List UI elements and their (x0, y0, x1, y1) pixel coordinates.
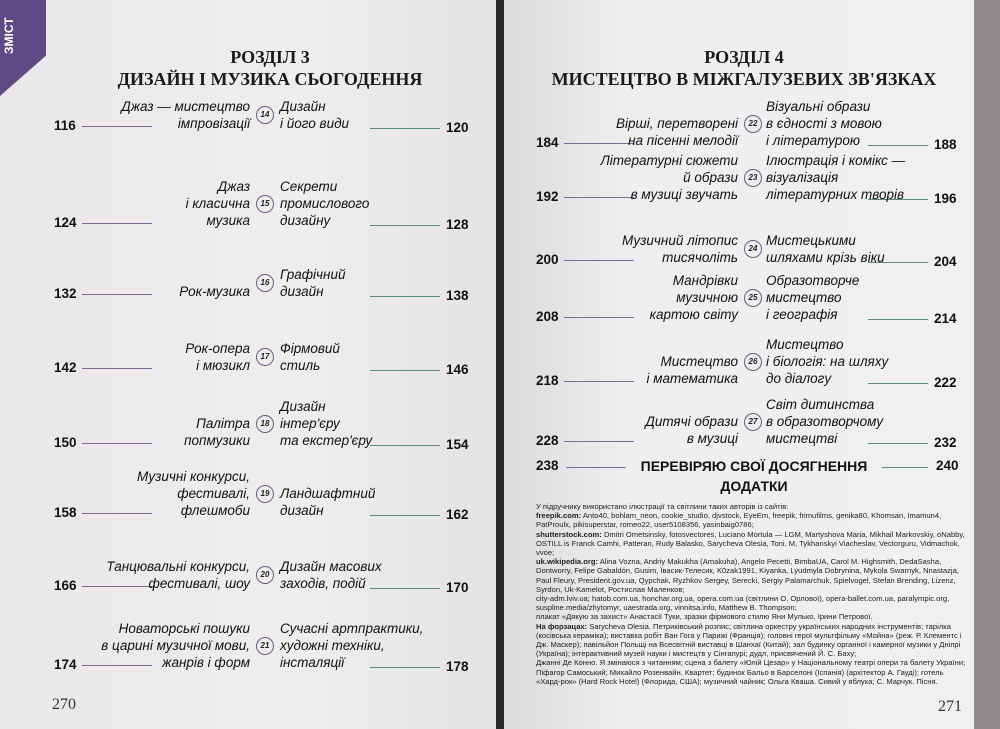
credit-source: На форзацах: (536, 621, 588, 631)
toc-entry-left-title: Літературні сюжети й образи в музиці звучать (600, 153, 738, 202)
lesson-number-icon: 21 (256, 637, 274, 655)
toc-entry-left-title: Джаз і класична музика (185, 179, 250, 228)
credit-line-2: uk.wikipedia.org: Alina Vozna, Andriy Makukha (Amakuha), Angelo Pecetti, BimbaUA, Carol M. Highsmith, DedaSasha, Dontworry, Felipe Gabaldón, Gusim, Ївасик-Телесик, K0zak1991, Kiyanka, Lyudmyla Dobrynina, Mykola Swarnyk, Nnastazja, Paul Fleury, President.gov.ua, Qypchak, Ryzhkov Sergey, Serecki, Sergiy Palamarchuk, Spielvogel, Stefan Brending, Lizenz, Syrdon, Uk-Kamelot, Ростислав Маленков; (536, 557, 959, 594)
toc-entry-right-page: 154 (446, 437, 469, 452)
self-check-line-right (882, 467, 928, 468)
toc-entry-left-page: 166 (54, 578, 77, 593)
toc-entry-left-page: 218 (536, 373, 559, 388)
toc-entry-right-title: Образотворче мистецтво і географія (766, 273, 860, 322)
toc-entry-left-title: Вірші, перетворені на пісенні мелодії (616, 116, 738, 148)
self-check-title: ПЕРЕВІРЯЮ СВОЇ ДОСЯГНЕННЯ (640, 458, 868, 474)
book-spine (496, 0, 504, 729)
toc-entry-left-page: 200 (536, 252, 559, 267)
toc-entry-right-title: Візуальні образи в єдності з мовою і літературою (766, 99, 882, 148)
toc-entry-left-page: 132 (54, 286, 77, 301)
toc-entry-18[interactable] (0, 398, 496, 452)
lesson-number-icon: 17 (256, 348, 274, 366)
self-check-start-page: 238 (536, 458, 559, 473)
toc-entry-left-page: 142 (54, 360, 77, 375)
toc-entry-left-page: 228 (536, 433, 559, 448)
toc-entry-right-page: 232 (934, 435, 957, 450)
toc-entry-left-title: Музичний літопис тисячоліть (621, 233, 738, 265)
lesson-number-icon: 19 (256, 485, 274, 503)
toc-entry-right-title: Секрети промислового дизайну (280, 179, 370, 228)
section-3-title: ДИЗАЙН І МУЗИКА СЬОГОДЕННЯ (117, 69, 423, 89)
contents-tab-label: ЗМІСТ (2, 17, 16, 55)
left-page-number: 270 (52, 696, 76, 713)
credit-source: shutterstock.com: (536, 529, 602, 539)
toc-entry-left-title: Новаторські пошуки в царині музичної мови, жанрів і форм (101, 621, 250, 670)
toc-entry-right-page: 120 (446, 120, 469, 135)
toc-entry-right-page: 128 (446, 217, 469, 232)
toc-entry-right-title: Сучасні артпрактики, художні техніки, інсталяції (280, 621, 424, 670)
credit-source: uk.wikipedia.org: (536, 557, 599, 567)
toc-entry-left-title: Мандрівки музичною картою світу (649, 273, 738, 322)
toc-entry-left-page: 184 (536, 135, 559, 150)
toc-entry-left-page: 150 (54, 435, 77, 450)
lesson-number-icon: 25 (744, 289, 762, 307)
section-4-heading (534, 46, 954, 90)
toc-entry-22[interactable] (504, 98, 974, 152)
toc-entry-right-page: 138 (446, 288, 469, 303)
image-credits (536, 502, 966, 686)
toc-entry-15[interactable] (0, 178, 496, 232)
credit-line-4: плакат «Дякую за захист» Анастасії Туки, зразки фірмового стилю Яни Мулько, Ірини Петрової. (536, 612, 873, 622)
toc-entry-right-page: 204 (934, 254, 957, 269)
toc-entry-right-page: 178 (446, 659, 469, 674)
toc-entry-left-page: 192 (536, 189, 559, 204)
page-edge (974, 0, 1000, 729)
toc-entry-25[interactable] (504, 272, 974, 326)
toc-entry-right-page: 196 (934, 191, 957, 206)
toc-entry-right-page: 162 (446, 507, 469, 522)
toc-entry-21[interactable] (0, 620, 496, 674)
toc-entry-17[interactable] (0, 340, 496, 377)
toc-entry-left-title: Рок-музика (179, 284, 250, 299)
right-page-number: 271 (938, 698, 962, 715)
lesson-number-icon: 24 (744, 240, 762, 258)
toc-entry-right-title: Ілюстрація і комікс — візуалізація літературних творів (766, 153, 906, 202)
left-page (0, 0, 496, 729)
credit-line-5: На форзацах: Sarycheva Olesia. Петриківський розпис; світлина оркестру українських народних інструментів; тарілка (косівська кераміка); виставка робіт Ван Гога у Парижі (Франція); головні герої мультфільму «Мойна» (реж. Р. Клементс і Дж. Маскер); павільйон Польщі на Всесвітній виставці в Шанхаї (Китай); зал будинку органної і камерної музики у Дніпрі (Україна); інтерактивний музей науки і мистецтв у Сінгапурі; дудл, присвячений Й. С. Баху; (536, 621, 962, 659)
toc-entry-left-title: Мистецтво і математика (646, 354, 738, 386)
lesson-number-icon: 18 (256, 415, 274, 433)
toc-entry-right-title: Дизайн інтер'єру та екстер'єру (280, 399, 373, 448)
credit-line-0: freepik.com: Anto40, bohlam_neon, cookie_studio, djvstock, EyeEm, freepik, frimufilms, genika80, Khomsan, Imamun4, PatProulx, pikisuperstar, romeo22, user5108356, yasinbaig0786; (536, 511, 942, 530)
credit-source: freepik.com: (536, 511, 582, 521)
toc-entry-right-title: Дизайн масових заходів, подій (280, 559, 382, 591)
toc-entry-left-page: 116 (54, 118, 76, 133)
toc-entry-right-page: 170 (446, 580, 469, 595)
toc-entry-right-page: 222 (934, 375, 957, 390)
lesson-number-icon: 22 (744, 115, 762, 133)
section-3-label: РОЗДІЛ 3 (230, 47, 310, 67)
toc-entry-left-title: Музичні конкурси, фестивалі, флешмоби (136, 469, 250, 518)
toc-entry-26[interactable] (504, 336, 974, 390)
appendix-title[interactable]: ДОДАТКИ (720, 478, 788, 494)
credit-line-3: city-adm.lviv.ua; hatob.com.ua, honchar.org.ua, opera.com.ua (світлини О. Орлової), opera-ballet.com.ua, paralympic.org, suspline.media/zhytomyr, uaestrada.org, vinnitsa.info, Matthew B. Thompson; (536, 594, 950, 613)
toc-entry-left-title: Палітра попмузики (184, 416, 250, 448)
toc-entry-27[interactable] (504, 396, 974, 450)
toc-entry-right-title: Дизайн і його види (280, 99, 350, 131)
toc-entry-16[interactable] (0, 266, 496, 303)
credit-line-6: Джанні Де Коннo. Я змінаюся з читанням; сцена з балету «Юлій Цезар» у Національному театрі опери та балету України; Піфагор Самоський; Михайло Розенвайн. Квартет; будинок Бальо в Барселоні (Іспанія) (архітектор А. Гауді); готель «Хард-рок» (Hard Rock Hotel) (Флорида, США); музичний чайник; Ольга Кваша. Сивий у яблука; С. Марчук. Пісня. (536, 658, 966, 686)
toc-entry-23[interactable] (504, 152, 974, 206)
toc-entry-right-title: Мистецькими шляхами крізь віки (766, 233, 885, 265)
toc-entry-right-title: Світ дитинства в образотворчому мистецтві (766, 397, 884, 446)
toc-entry-19[interactable] (0, 468, 496, 522)
toc-entry-right-title: Мистецтво і біологія: на шляху до діалогу (766, 337, 889, 386)
toc-entry-right-page: 214 (934, 311, 957, 326)
section-4-label: РОЗДІЛ 4 (704, 47, 784, 67)
toc-entry-right-title: Графічний дизайн (280, 267, 346, 299)
lesson-number-icon: 20 (256, 566, 274, 584)
toc-entry-24[interactable] (504, 232, 974, 269)
section-4-title: МИСТЕЦТВО В МІЖГАЛУЗЕВИХ ЗВ'ЯЗКАХ (551, 69, 937, 89)
lesson-number-icon: 15 (256, 195, 274, 213)
toc-entry-14[interactable] (0, 98, 496, 135)
toc-entry-left-title: Дитячі образи в музиці (645, 414, 738, 446)
toc-entry-left-title: Рок-опера і мюзикл (185, 341, 250, 373)
right-page (504, 0, 974, 729)
toc-entry-left-page: 124 (54, 215, 77, 230)
lesson-number-icon: 14 (256, 106, 274, 124)
section-3-heading (60, 46, 480, 90)
toc-entry-right-title: Фірмовий стиль (280, 341, 340, 373)
lesson-number-icon: 23 (744, 169, 762, 187)
toc-entry-left-page: 158 (54, 505, 77, 520)
toc-entry-right-page: 146 (446, 362, 469, 377)
toc-entry-left-title: Джаз — мистецтво імпровізації (121, 99, 250, 131)
lesson-number-icon: 27 (744, 413, 762, 431)
credit-line-1: shutterstock.com: Dmitri Ometsinsky, fotosvectores, Luciano Mortula — LGM, Martyshova Maria, Mikhail Markovskiy, oNabby, OSTILL is Franck Camhi, Patteran, Rudy Balasko, Sarycheva Olesia, Toni. M, Tykhanskyi Viacheslav, Vectorguru, Vidmachok, vvoe; (536, 529, 965, 558)
toc-entry-left-title: Танцювальні конкурси, фестивалі, шоу (106, 559, 250, 591)
lesson-number-icon: 26 (744, 353, 762, 371)
toc-entry-left-page: 174 (54, 657, 77, 672)
toc-entry-left-page: 208 (536, 309, 559, 324)
toc-entry-right-title: Ландшафтний дизайн (280, 486, 376, 518)
toc-entry-20[interactable] (0, 558, 496, 595)
toc-entry-right-page: 188 (934, 137, 957, 152)
credits-intro: У підручнику використано ілюстрації та світлини таких авторів із сайтів: (536, 502, 789, 511)
lesson-number-icon: 16 (256, 274, 274, 292)
self-check-end-page: 240 (936, 458, 959, 473)
